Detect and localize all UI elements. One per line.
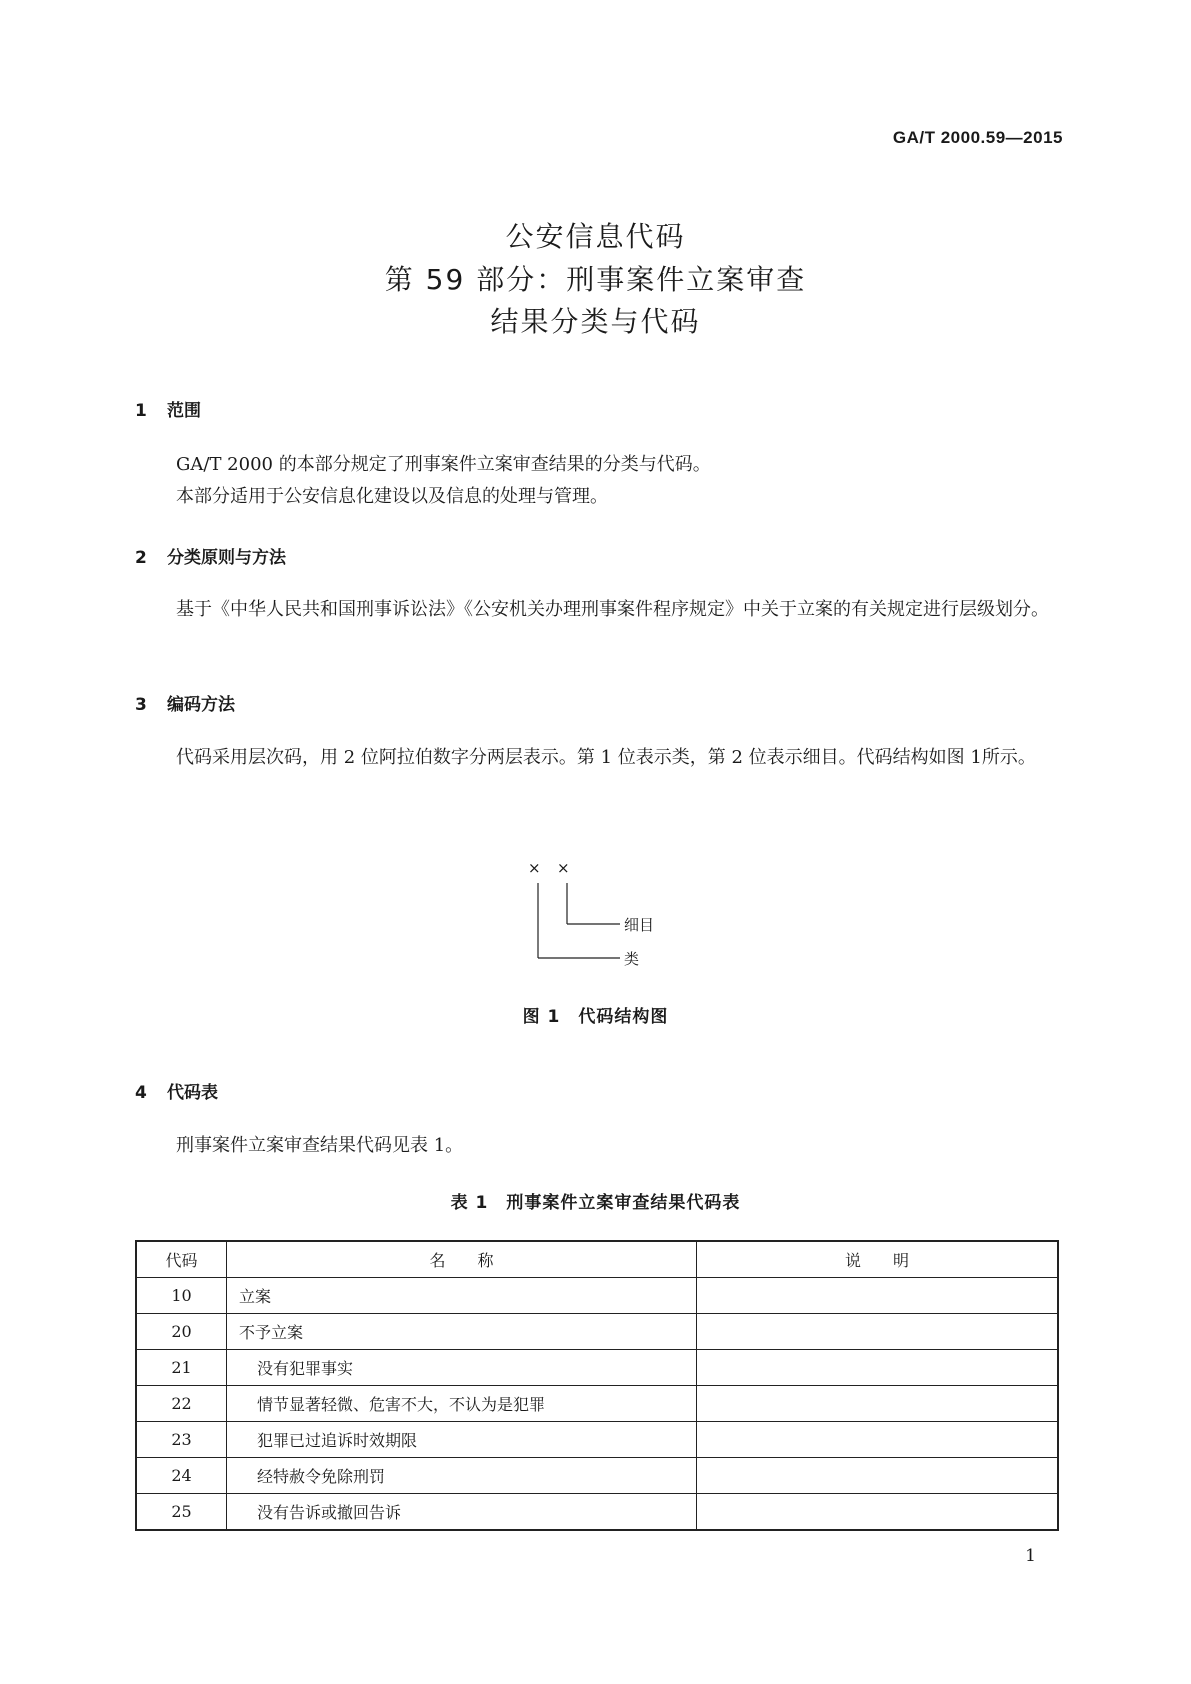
- row-name: 没有犯罪事实: [227, 1350, 697, 1386]
- row-code: 10: [136, 1278, 227, 1314]
- code-digit-class-mark: ×: [528, 859, 541, 877]
- standard-number: GA/T 2000.59—2015: [892, 128, 1063, 147]
- row-code: 23: [136, 1422, 227, 1458]
- section-1-heading: [135, 396, 201, 421]
- table-row: [136, 1314, 1058, 1350]
- row-description: [697, 1278, 1059, 1314]
- section-title: 代码表: [167, 1083, 218, 1103]
- section-2-paragraph-1: [135, 592, 1059, 628]
- row-description: [697, 1314, 1059, 1350]
- figure-caption: 图 1 代码结构图: [522, 1007, 669, 1027]
- row-description: [697, 1350, 1059, 1386]
- section-title: 编码方法: [167, 695, 235, 715]
- section-3-heading: [135, 690, 235, 715]
- row-code: 22: [136, 1386, 227, 1422]
- title-line-2: 第 59 部分：刑事案件立案审查: [384, 263, 807, 296]
- paragraph-text: GA/T 2000 的本部分规定了刑事案件立案审查结果的分类与代码。: [176, 454, 711, 475]
- table-row: [136, 1458, 1058, 1494]
- table-row: [136, 1494, 1058, 1531]
- label-class: 类: [624, 950, 640, 968]
- paragraph-text: 本部分适用于公安信息化建设以及信息的处理与管理。: [176, 486, 608, 507]
- header-description: 说 明: [697, 1241, 1059, 1278]
- table-caption: 表 1 刑事案件立案审查结果代码表: [450, 1193, 741, 1213]
- row-description: [697, 1494, 1059, 1531]
- section-3-paragraph-1: [135, 740, 1059, 776]
- section-1-paragraph-2: [135, 479, 1059, 515]
- header-name: 名 称: [227, 1241, 697, 1278]
- table-header-row: [136, 1241, 1058, 1278]
- code-structure-figure: [520, 859, 740, 973]
- row-code: 20: [136, 1314, 227, 1350]
- table-row: [136, 1422, 1058, 1458]
- title-line-1: 公安信息代码: [505, 220, 686, 253]
- row-name: 没有告诉或撤回告诉: [227, 1494, 697, 1531]
- section-number: 2: [135, 548, 147, 568]
- section-title: 范围: [167, 401, 201, 421]
- section-number: 1: [135, 401, 147, 421]
- table-row: [136, 1386, 1058, 1422]
- row-code: 24: [136, 1458, 227, 1494]
- row-code: 21: [136, 1350, 227, 1386]
- row-name: 犯罪已过追诉时效期限: [227, 1422, 697, 1458]
- row-description: [697, 1422, 1059, 1458]
- section-4-paragraph-1: [135, 1128, 1059, 1164]
- row-name: 经特赦令免除刑罚: [227, 1458, 697, 1494]
- table-row: [136, 1350, 1058, 1386]
- row-description: [697, 1386, 1059, 1422]
- section-1-paragraph-1: [135, 447, 1059, 483]
- row-code: 25: [136, 1494, 227, 1531]
- page-number: 1: [1025, 1546, 1036, 1566]
- paragraph-text: 代码采用层次码，用 2 位阿拉伯数字分两层表示。第 1 位表示类，第 2 位表示细目。代码结构如图 1所示。: [176, 747, 1036, 768]
- title-line-3: 结果分类与代码: [490, 305, 701, 338]
- label-detail: 细目: [624, 916, 655, 934]
- section-title: 分类原则与方法: [167, 548, 286, 568]
- paragraph-text: 刑事案件立案审查结果代码见表 1。: [176, 1135, 464, 1156]
- section-number: 3: [135, 695, 147, 715]
- header-code: 代码: [136, 1241, 227, 1278]
- table-row: [136, 1278, 1058, 1314]
- code-table: [135, 1240, 1059, 1531]
- section-4-heading: [135, 1078, 218, 1103]
- section-2-heading: [135, 543, 286, 568]
- code-digit-detail-mark: ×: [557, 859, 570, 877]
- row-name: 不予立案: [227, 1314, 697, 1350]
- row-name: 立案: [227, 1278, 697, 1314]
- section-number: 4: [135, 1083, 147, 1103]
- row-description: [697, 1458, 1059, 1494]
- row-name: 情节显著轻微、危害不大，不认为是犯罪: [227, 1386, 697, 1422]
- paragraph-text: 基于《中华人民共和国刑事诉讼法》《公安机关办理刑事案件程序规定》中关于立案的有关规定进行层级划分。: [176, 599, 1049, 620]
